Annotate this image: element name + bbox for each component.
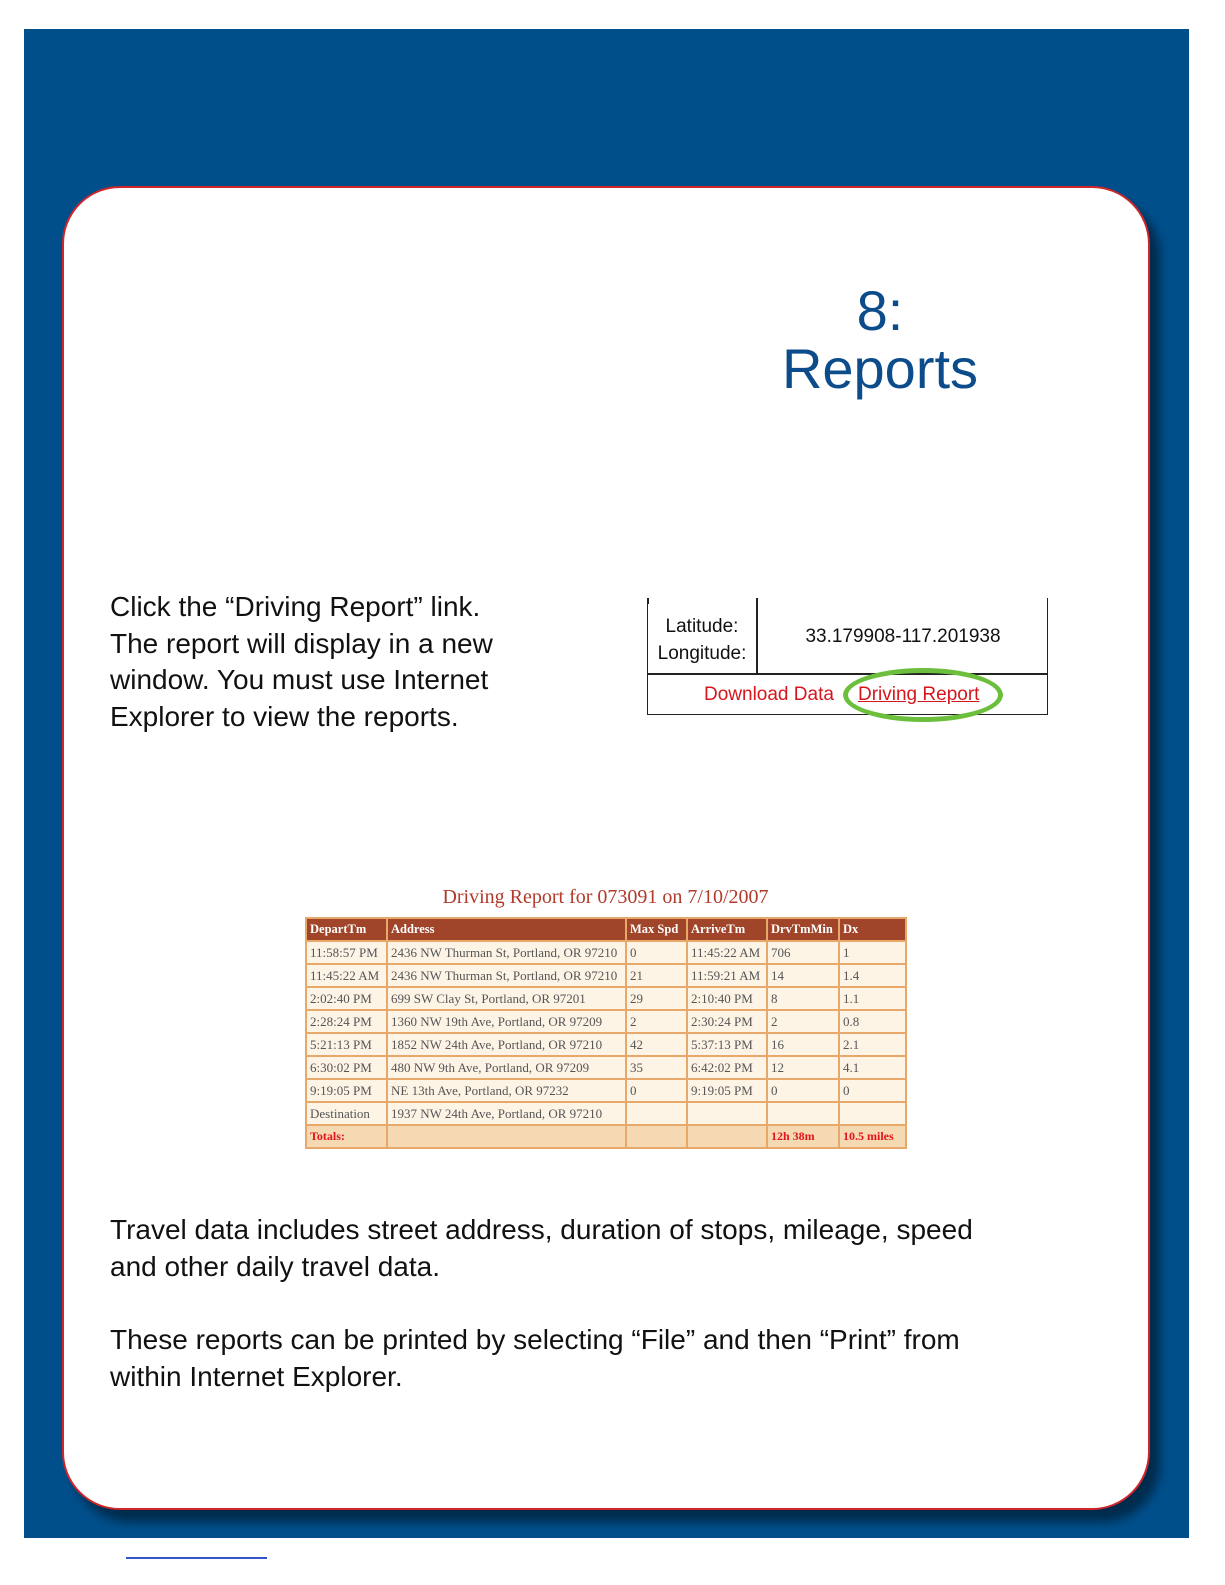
table-cell: 2436 NW Thurman St, Portland, OR 97210 (388, 965, 625, 986)
paragraph-line: These reports can be printed by selecting “File” and then “Print” from (110, 1324, 960, 1355)
divider (648, 673, 1047, 675)
table-cell: 699 SW Clay St, Portland, OR 97201 (388, 988, 625, 1009)
table-cell: 706 (768, 942, 838, 963)
intro-paragraph (110, 589, 493, 735)
totals-cell (627, 1126, 686, 1147)
table-cell: 21 (627, 965, 686, 986)
table-cell: 14 (768, 965, 838, 986)
table-cell: 2436 NW Thurman St, Portland, OR 97210 (388, 942, 625, 963)
column-header: Max Spd (627, 919, 686, 940)
table-cell: 0 (768, 1080, 838, 1101)
driving-report-table (305, 917, 907, 1149)
table-row (307, 1080, 905, 1101)
totals-cell (388, 1126, 625, 1147)
table-cell: 1937 NW 24th Ave, Portland, OR 97210 (388, 1103, 625, 1124)
intro-line: The report will display in a new (110, 627, 493, 659)
chapter-number: 8: (856, 279, 904, 342)
chapter-title: Reports (781, 337, 979, 400)
coordinate-labels (650, 613, 754, 667)
column-header: Address (388, 919, 625, 940)
latitude-label: Latitude: (665, 616, 739, 637)
table-cell: 16 (768, 1034, 838, 1055)
intro-line: Explorer to view the reports. (110, 700, 459, 732)
table-cell: 5:21:13 PM (307, 1034, 386, 1055)
totals-cell: 10.5 miles (840, 1126, 905, 1147)
table-cell: 1 (840, 942, 905, 963)
table-cell: 0 (627, 942, 686, 963)
coordinates-value: 33.179908-117.201938 (805, 626, 1001, 647)
table-cell: 11:45:22 AM (688, 942, 766, 963)
footer-rule (126, 1557, 267, 1559)
table-row (307, 988, 905, 1009)
table-row (307, 1057, 905, 1078)
table-cell (768, 1103, 838, 1124)
intro-line: window. You must use Internet (110, 664, 489, 695)
travel-data-paragraph (110, 1212, 973, 1285)
table-cell (688, 1103, 766, 1124)
table-cell: 480 NW 9th Ave, Portland, OR 97209 (388, 1057, 625, 1078)
column-header: Dx (840, 919, 905, 940)
table-cell: 2.1 (840, 1034, 905, 1055)
table-cell: 2 (768, 1011, 838, 1032)
table-cell (627, 1103, 686, 1124)
table-row (307, 942, 905, 963)
table-cell: 42 (627, 1034, 686, 1055)
table-cell: 5:37:13 PM (688, 1034, 766, 1055)
driving-report-link[interactable]: Driving Report (858, 684, 980, 705)
table-cell: 12 (768, 1057, 838, 1078)
table-cell: 6:30:02 PM (307, 1057, 386, 1078)
table-cell: 2:10:40 PM (688, 988, 766, 1009)
table-row (307, 1103, 905, 1124)
table-cell: 4.1 (840, 1057, 905, 1078)
table-row (307, 965, 905, 986)
table-cell (840, 1103, 905, 1124)
location-popup-screenshot (647, 598, 1048, 715)
totals-cell: 12h 38m (768, 1126, 838, 1147)
column-header: DepartTm (307, 919, 386, 940)
table-cell: 2:30:24 PM (688, 1011, 766, 1032)
table-cell: 6:42:02 PM (688, 1057, 766, 1078)
table-row (307, 1034, 905, 1055)
print-instructions-paragraph (110, 1322, 960, 1395)
table-cell: 11:59:21 AM (688, 965, 766, 986)
table-cell: NE 13th Ave, Portland, OR 97232 (388, 1080, 625, 1101)
divider (756, 598, 758, 673)
table-cell: 2:02:40 PM (307, 988, 386, 1009)
longitude-label: Longitude: (657, 643, 747, 664)
table-cell: 2 (627, 1011, 686, 1032)
table-row (307, 1011, 905, 1032)
table-cell: 2:28:24 PM (307, 1011, 386, 1032)
table-cell: 1360 NW 19th Ave, Portland, OR 97209 (388, 1011, 625, 1032)
report-title: Driving Report for 073091 on 7/10/2007 (442, 886, 769, 908)
table-cell: 1.4 (840, 965, 905, 986)
table-cell: 1.1 (840, 988, 905, 1009)
table-cell: 0 (840, 1080, 905, 1101)
table-cell: 11:45:22 AM (307, 965, 386, 986)
table-cell: 9:19:05 PM (688, 1080, 766, 1101)
paragraph-line: and other daily travel data. (110, 1250, 440, 1282)
table-cell: 8 (768, 988, 838, 1009)
table-cell: Destination (307, 1103, 386, 1124)
column-header: DrvTmMin (768, 919, 838, 940)
intro-line: Click the “Driving Report” link. (110, 591, 481, 622)
table-cell: 11:58:57 PM (307, 942, 386, 963)
table-cell: 1852 NW 24th Ave, Portland, OR 97210 (388, 1034, 625, 1055)
chapter-heading (720, 279, 1040, 400)
table-cell: 0.8 (840, 1011, 905, 1032)
table-cell: 9:19:05 PM (307, 1080, 386, 1101)
totals-cell: Totals: (307, 1126, 386, 1147)
download-data-link[interactable]: Download Data (704, 684, 834, 705)
table-header-row (307, 919, 905, 940)
paragraph-line: within Internet Explorer. (110, 1360, 403, 1392)
paragraph-line: Travel data includes street address, duration of stops, mileage, speed (110, 1214, 973, 1245)
totals-cell (688, 1126, 766, 1147)
table-cell: 0 (627, 1080, 686, 1101)
column-header: ArriveTm (688, 919, 766, 940)
totals-row (307, 1126, 905, 1147)
divider (647, 598, 649, 604)
table-cell: 29 (627, 988, 686, 1009)
table-cell: 35 (627, 1057, 686, 1078)
